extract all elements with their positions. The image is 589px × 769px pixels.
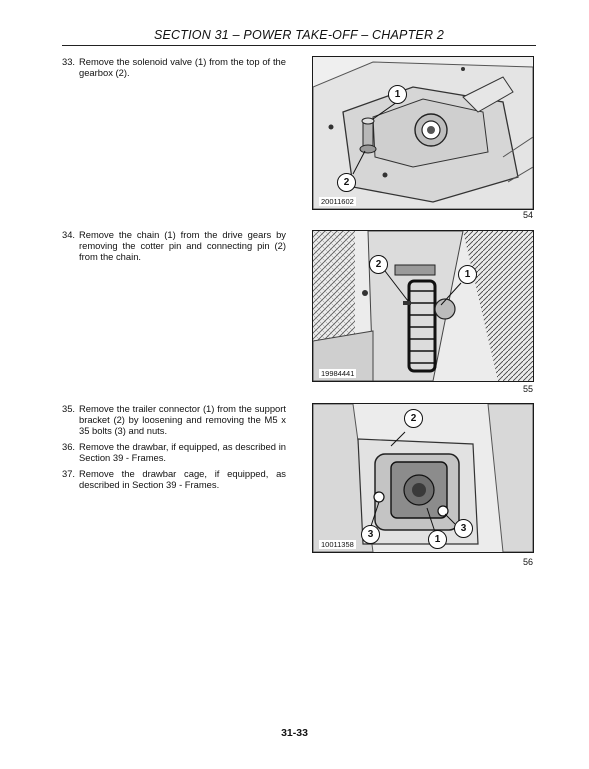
step-text: Remove the drawbar cage, if equipped, as described in Section 39 - Frames. [79,468,286,491]
figure-number: 54 [522,210,533,220]
figure-code: 20011602 [321,197,354,206]
figure-number: 56 [522,557,533,567]
step-33 [62,56,286,78]
figure-number: 55 [522,384,533,394]
step-number: 37. [62,468,76,479]
figure-56-trailer-connector [312,403,534,553]
step-35 [62,403,286,437]
step-text: Remove the trailer connector (1) from the support bracket (2) by loosening and removing the M5 x 35 bolts (3) and nuts. [79,403,286,437]
trailer-connector-illustration [313,404,533,552]
callout-2: 2 [404,409,423,428]
step-34 [62,229,286,263]
callout-3: 3 [361,525,380,544]
step-36 [62,441,286,463]
drive-chain-illustration [313,231,533,381]
step-number: 34. [62,229,76,240]
step-text: Remove the solenoid valve (1) from the top of the gearbox (2). [79,56,286,79]
step-number: 33. [62,56,76,67]
section-header: SECTION 31 – POWER TAKE-OFF – CHAPTER 2 [153,28,445,42]
callout-1: 1 [388,85,407,104]
step-37 [62,468,286,490]
header-divider [62,45,536,46]
figure-54-solenoid-valve [312,56,534,210]
step-text: Remove the drawbar, if equipped, as described in Section 39 - Frames. [79,441,286,464]
figure-code: 10011358 [321,540,354,549]
page-number: 31-33 [281,727,308,739]
figure-55-drive-chain [312,230,534,382]
step-number: 35. [62,403,76,414]
callout-1: 1 [428,530,447,549]
callout-3: 3 [454,519,473,538]
step-number: 36. [62,441,76,452]
step-text: Remove the chain (1) from the drive gears by removing the cotter pin and connecting pin (2) from the chain. [79,229,286,263]
callout-2: 2 [369,255,388,274]
callout-2: 2 [337,173,356,192]
figure-code: 19984441 [321,369,355,378]
callout-1: 1 [458,265,477,284]
